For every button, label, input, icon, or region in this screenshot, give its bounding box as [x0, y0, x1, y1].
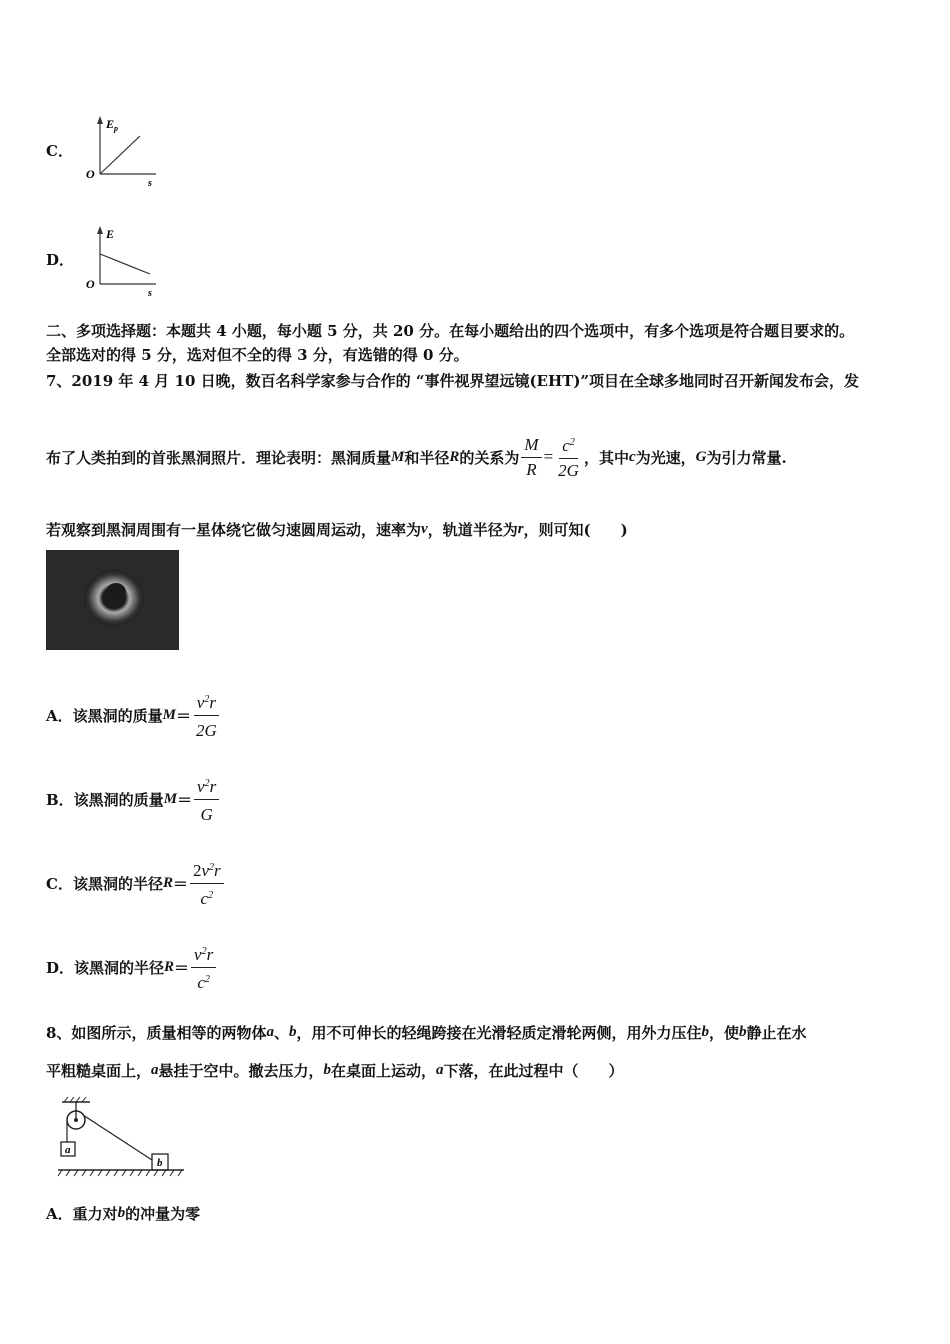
origin-label: O — [86, 167, 95, 181]
origin-label: O — [86, 277, 95, 291]
q7-option-d[interactable]: D．该黑洞的半径 R ＝ $\frac{v^2r}{c^2}$ — [46, 942, 218, 993]
q7-option-a[interactable]: A．该黑洞的质量 M ＝ $\frac{v^2r}{2G}$ — [46, 690, 222, 741]
section-header-line1: 二、多项选择题：本题共 4 小题，每小题 5 分，共 20 分。在每小题给出的四个选项中，有多个选项是符合题目要求的。 — [46, 322, 855, 340]
pulley-diagram — [56, 1096, 186, 1182]
q7-option-c[interactable]: C．该黑洞的半径 R ＝ $\frac{2v^2r}{c^2}$ — [46, 858, 226, 909]
x-axis-label: s — [148, 178, 152, 189]
q7-line1: 7、2019 年 4 月 10 日晚，数百名科学家参与合作的 “事件视界望远镜(EHT)”项目在全球多地同时召开新闻发布会，发 — [46, 372, 860, 390]
prev-option-c — [46, 140, 73, 161]
prev-option-d — [46, 249, 74, 270]
q8-line1: 8、如图所示，质量相等的两物体 a 、 b ，用不可伸长的轻绳跨接在光滑轻质定滑轮两侧，用外力压住 b ，使 b 静止在水 — [46, 1024, 807, 1042]
y-axis-label: E — [106, 227, 115, 241]
q7-option-b[interactable]: B．该黑洞的质量 M ＝ $\frac{v^2r}{G}$ — [46, 774, 221, 825]
block-b-label: b — [157, 1157, 163, 1169]
answer-fraction: $\frac{v^2r}{2G}$ — [193, 690, 220, 741]
relation-right-fraction: $\frac{c^2}{2G}$ — [555, 433, 582, 481]
graph-e-s — [82, 222, 162, 302]
answer-fraction: $\frac{v^2r}{G}$ — [194, 774, 219, 825]
q8-option-a[interactable]: A．重力对 b 的冲量为零 — [46, 1205, 201, 1223]
q7-line3: 若观察到黑洞周围有一星体绕它做匀速圆周运动，速率为 v ，轨道半径为 r ，则可知( ) — [46, 521, 628, 539]
black-hole-image — [46, 550, 179, 650]
graph-ep-s — [82, 112, 162, 192]
block-a-label: a — [65, 1144, 71, 1156]
answer-fraction: $\frac{2v^2r}{c^2}$ — [190, 858, 224, 909]
relation-left-fraction: $\frac{M}{R}$ — [521, 435, 541, 480]
q8-line2: 平粗糙桌面上， a 悬挂于空中。撤去压力， b 在桌面上运动， a 下落，在此过程中（ ） — [46, 1062, 624, 1080]
x-axis-label: s — [148, 288, 152, 299]
q7-line2: 布了人类拍到的首张黑洞照片．理论表明：黑洞质量 M 和半径 R 的关系为 $\frac{M}{R}$ = $\frac{c^2}{2G}$ ，其中 c 为光速， G 为引力常量. — [46, 434, 787, 480]
answer-fraction: $\frac{v^2r}{c^2}$ — [191, 942, 216, 993]
option-label: D． — [46, 251, 75, 269]
section-header-line2: 全部选对的得 5 分，选对但不全的得 3 分，有选错的得 0 分。 — [46, 346, 469, 364]
y-axis-label: $E_p$ — [106, 117, 119, 133]
option-label: C． — [46, 142, 73, 160]
